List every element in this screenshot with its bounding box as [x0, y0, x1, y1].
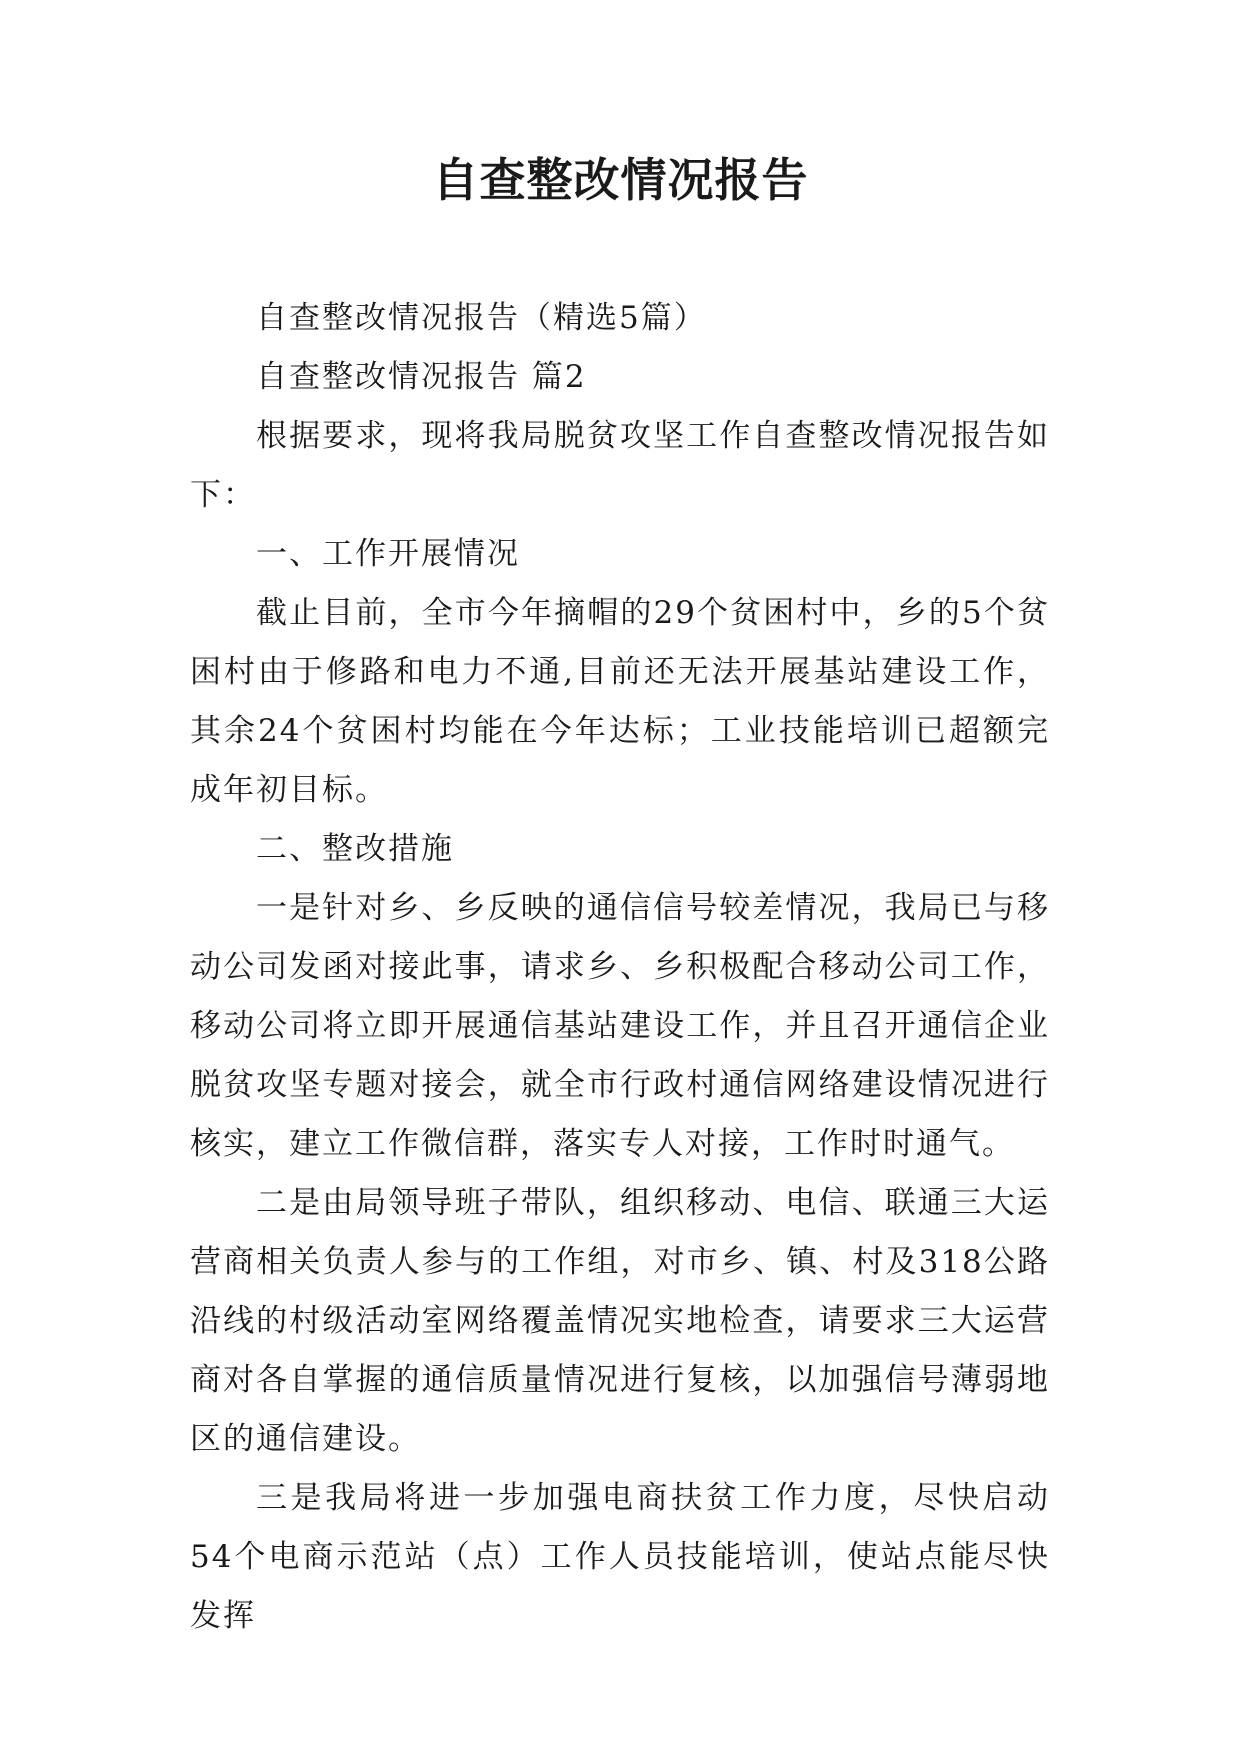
section-title-paragraph: 自查整改情况报告 篇2: [256, 359, 587, 395]
document-title: 自查整改情况报告: [432, 153, 809, 207]
measure-one-paragraph: 一是针对乡、乡反映的通信信号较差情况，我局已与移动公司发函对接此事，请求乡、乡积极配合移动公司工作，移动公司将立即开展通信基站建设工作，并且召开通信企业脱贫攻坚专题对接会，就全市行政村通信网络建设情况进行核实，建立工作微信群，落实专人对接，工作时时通气。: [190, 890, 1050, 1162]
work-progress-paragraph: 截止目前，全市今年摘帽的29个贫困村中，乡的5个贫困村由于修路和电力不通,目前还无法开展基站建设工作，其余24个贫困村均能在今年达标；工业技能培训已超额完成年初目标。: [190, 595, 1050, 808]
intro-paragraph: 根据要求，现将我局脱贫攻坚工作自查整改情况报告如下：: [190, 418, 1050, 513]
heading-work-progress: 一、工作开展情况: [256, 536, 520, 572]
heading-rectification-measures: 二、整改措施: [256, 831, 454, 867]
measure-two-paragraph: 二是由局领导班子带队，组织移动、电信、联通三大运营商相关负责人参与的工作组，对市乡、镇、村及318公路沿线的村级活动室网络覆盖情况实地检查，请要求三大运营商对各自掌握的通信质量情况进行复核，以加强信号薄弱地区的通信建设。: [190, 1185, 1050, 1457]
measure-three-paragraph: 三是我局将进一步加强电商扶贫工作力度，尽快启动54个电商示范站（点）工作人员技能培训，使站点能尽快发挥: [190, 1480, 1050, 1634]
subtitle-paragraph: 自查整改情况报告（精选5篇）: [256, 300, 707, 336]
document-body: [190, 289, 1050, 1646]
